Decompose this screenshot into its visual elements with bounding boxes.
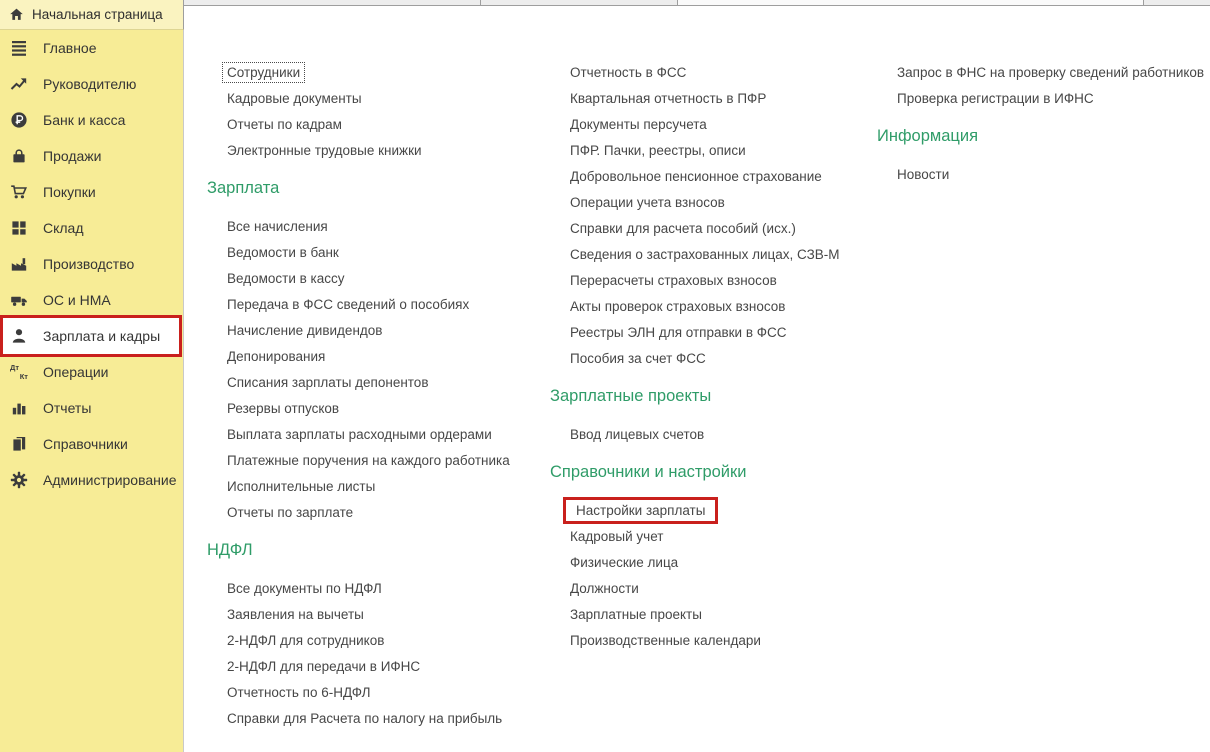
menu-link[interactable]	[566, 575, 643, 601]
truck-icon	[10, 291, 28, 309]
menu-link[interactable]	[223, 111, 346, 137]
section-header: Справочники и настройки	[550, 462, 747, 481]
menu-link-label: Кадровые документы	[227, 90, 362, 106]
window-tab-strip	[184, 0, 1210, 6]
menu-link-label: Заявления на вычеты	[227, 606, 364, 622]
sidebar-item-production[interactable]	[0, 246, 183, 282]
sidebar-item-administration[interactable]	[0, 462, 183, 498]
tab-divider	[480, 0, 481, 5]
menu-link-label: 2-НДФЛ для сотрудников	[227, 632, 385, 648]
menu-link[interactable]	[223, 473, 379, 499]
menu-link[interactable]	[223, 601, 368, 627]
menu-link-label: Пособия за счет ФСС	[570, 350, 706, 366]
trend-icon	[10, 75, 28, 93]
sidebar-item-warehouse[interactable]	[0, 210, 183, 246]
menu-link[interactable]	[566, 189, 729, 215]
menu-link[interactable]	[223, 395, 343, 421]
menu-column-1	[207, 59, 542, 731]
tab-divider	[677, 0, 678, 5]
menu-link-label: Запрос в ФНС на проверку сведений работников	[897, 64, 1205, 80]
menu-link[interactable]	[223, 343, 329, 369]
menu-link-label: Списания зарплаты депонентов	[227, 374, 429, 390]
menu-link-label: Ведомости в банк	[227, 244, 339, 260]
dtkt-icon	[10, 363, 28, 381]
menu-link[interactable]	[566, 497, 715, 523]
menu-link[interactable]	[566, 421, 708, 447]
menu-link[interactable]	[223, 137, 426, 163]
books-icon	[10, 435, 28, 453]
menu-link[interactable]	[566, 163, 826, 189]
menu-link-label: Должности	[570, 580, 639, 596]
menu-link-label: Квартальная отчетность в ПФР	[570, 90, 767, 106]
menu-link-label: Реестры ЭЛН для отправки в ФСС	[570, 324, 787, 340]
sidebar-item-label: Склад	[43, 220, 84, 236]
menu-link-label: Электронные трудовые книжки	[227, 142, 422, 158]
menu-link-label: Отчетность в ФСС	[570, 64, 687, 80]
dtkt-letter: Дт	[10, 363, 20, 372]
menu-link[interactable]	[223, 653, 424, 679]
sidebar-item-label: Производство	[43, 256, 135, 272]
sidebar-item-label: Покупки	[43, 184, 96, 200]
bag-icon	[10, 147, 28, 165]
menu-link[interactable]	[893, 59, 1208, 85]
ruble-icon	[10, 111, 28, 129]
menu-link[interactable]	[893, 161, 953, 187]
menu-link-label: Настройки зарплаты	[566, 500, 715, 521]
sidebar	[0, 0, 184, 752]
sidebar-item-purchases[interactable]	[0, 174, 183, 210]
menu-link[interactable]	[223, 679, 374, 705]
menu-link-label: Производственные календари	[570, 632, 761, 648]
sidebar-item-sales[interactable]	[0, 138, 183, 174]
menu-link[interactable]	[566, 137, 750, 163]
menu-link[interactable]	[566, 215, 800, 241]
sidebar-item-label: Отчеты	[43, 400, 92, 416]
menu-column-2	[550, 59, 875, 653]
sidebar-item-bank-cash[interactable]	[0, 102, 183, 138]
menu-link[interactable]	[223, 59, 304, 85]
menu-link[interactable]	[566, 549, 682, 575]
home-tab-label: Начальная страница	[32, 7, 163, 22]
home-icon	[9, 7, 24, 22]
factory-icon	[10, 255, 28, 273]
menu-link-label: Отчетность по 6-НДФЛ	[227, 684, 371, 700]
menu-link[interactable]	[223, 447, 514, 473]
menu-link[interactable]	[223, 291, 473, 317]
sidebar-items	[0, 30, 183, 498]
menu-link-label: ПФР. Пачки, реестры, описи	[570, 142, 746, 158]
sidebar-item-label: Зарплата и кадры	[43, 328, 161, 344]
menu-link-label: Сведения о застрахованных лицах, СЗВ-М	[570, 246, 840, 262]
section-header: Зарплата	[207, 178, 280, 197]
grid-icon	[10, 219, 28, 237]
sidebar-item-os-nma[interactable]	[0, 282, 183, 318]
menu-link-label: Депонирования	[227, 348, 326, 364]
sidebar-item-directories[interactable]	[0, 426, 183, 462]
sidebar-item-label: Операции	[43, 364, 109, 380]
menu-column-3	[877, 59, 1207, 187]
menu-link[interactable]	[566, 85, 770, 111]
menu-link[interactable]	[223, 575, 386, 601]
menu-link[interactable]	[223, 265, 349, 291]
menu-link-label: Выплата зарплаты расходными ордерами	[227, 426, 492, 442]
sidebar-item-reports[interactable]	[0, 390, 183, 426]
menu-link-label: Физические лица	[570, 554, 679, 570]
sidebar-item-label: Банк и касса	[43, 112, 126, 128]
menu-link[interactable]	[566, 601, 706, 627]
menu-link-label: Документы персучета	[570, 116, 707, 132]
menu-link[interactable]	[566, 293, 789, 319]
menu-link[interactable]	[223, 705, 506, 731]
menu-link-label: Исполнительные листы	[227, 478, 376, 494]
menu-link[interactable]	[223, 369, 433, 395]
menu-link[interactable]	[223, 421, 496, 447]
menu-link-label: Сотрудники	[223, 63, 304, 82]
menu-link-label: Передача в ФСС сведений о пособиях	[227, 296, 470, 312]
home-tab[interactable]	[0, 0, 184, 30]
menu-link-label: 2-НДФЛ для передачи в ИФНС	[227, 658, 421, 674]
sidebar-item-label: Продажи	[43, 148, 102, 164]
menu-link[interactable]	[566, 627, 765, 653]
section-header: Информация	[877, 126, 979, 145]
sidebar-item-label: Главное	[43, 40, 97, 56]
menu-link-label: Отчеты по кадрам	[227, 116, 342, 132]
menu-link[interactable]	[223, 627, 388, 653]
menu-link-label: Все документы по НДФЛ	[227, 580, 382, 596]
barchart-icon	[10, 399, 28, 417]
dtkt-letter: Кт	[19, 371, 28, 381]
menu-link-label: Отчеты по зарплате	[227, 504, 354, 520]
menu-link[interactable]	[893, 85, 1098, 111]
menu-link-label: Проверка регистрации в ИФНС	[897, 90, 1094, 106]
section-header: НДФЛ	[207, 540, 253, 559]
sidebar-item-label: Администрирование	[43, 472, 177, 488]
cart-icon	[10, 183, 28, 201]
menu-link-label: Перерасчеты страховых взносов	[570, 272, 777, 288]
menu-link[interactable]	[223, 499, 357, 525]
sidebar-item-manager[interactable]	[0, 66, 183, 102]
menu-link[interactable]	[223, 213, 332, 239]
menu-link[interactable]	[223, 85, 366, 111]
menu-link[interactable]	[566, 111, 711, 137]
menu-link-label: Кадровый учет	[570, 528, 664, 544]
person-icon	[10, 327, 28, 345]
menu-link[interactable]	[566, 523, 667, 549]
menu-link-label: Новости	[897, 166, 950, 182]
menu-link-label: Операции учета взносов	[570, 194, 725, 210]
menu-link-label: Начисление дивидендов	[227, 322, 383, 338]
tab-strip-segment	[678, 0, 1143, 5]
sidebar-item-label: Руководителю	[43, 76, 137, 92]
menu-link[interactable]	[566, 241, 844, 267]
sidebar-item-label: ОС и НМА	[43, 292, 111, 308]
menu-icon	[10, 39, 28, 57]
menu-link[interactable]	[223, 239, 343, 265]
sidebar-item-salary-hr[interactable]	[0, 315, 182, 357]
sidebar-item-main[interactable]	[0, 30, 183, 66]
menu-link-label: Ввод лицевых счетов	[570, 426, 705, 442]
sidebar-item-operations[interactable]	[0, 354, 183, 390]
menu-link-label: Добровольное пенсионное страхование	[570, 168, 822, 184]
menu-link-label: Ведомости в кассу	[227, 270, 345, 286]
section-header: Зарплатные проекты	[550, 386, 712, 405]
menu-link[interactable]	[566, 267, 781, 293]
menu-link-label: Платежные поручения на каждого работника	[227, 452, 510, 468]
tab-divider	[1143, 0, 1144, 5]
menu-link-label: Акты проверок страховых взносов	[570, 298, 786, 314]
menu-link-label: Резервы отпусков	[227, 400, 340, 416]
menu-link[interactable]	[566, 319, 791, 345]
menu-link[interactable]	[566, 59, 690, 85]
sidebar-item-label: Справочники	[43, 436, 128, 452]
menu-link-label: Все начисления	[227, 218, 328, 234]
menu-link-label: Справки для расчета пособий (исх.)	[570, 220, 796, 236]
menu-link[interactable]	[223, 317, 386, 343]
gear-icon	[10, 471, 28, 489]
menu-link-label: Справки для Расчета по налогу на прибыль	[227, 710, 503, 726]
menu-link[interactable]	[566, 345, 710, 371]
menu-link-label: Зарплатные проекты	[570, 606, 702, 622]
